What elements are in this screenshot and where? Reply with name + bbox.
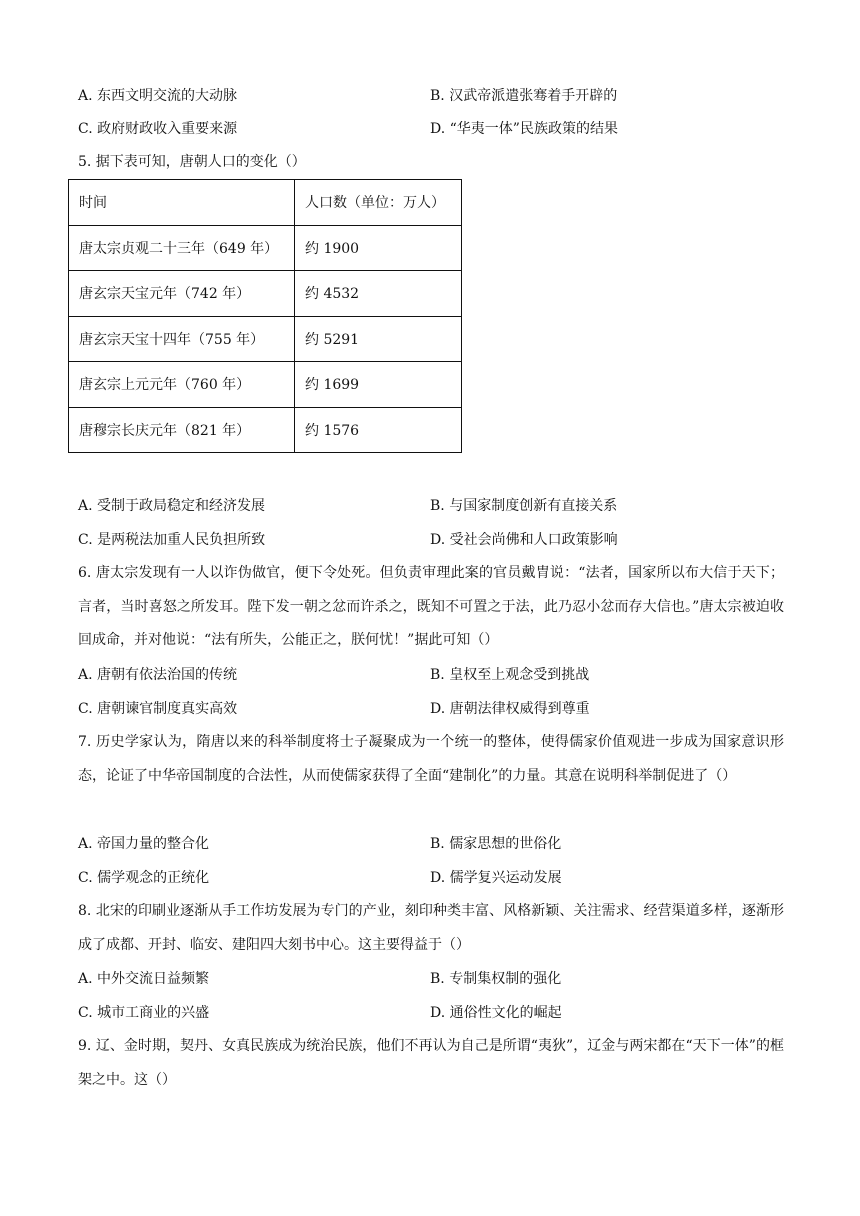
q6-option-b: B. 皇权至上观念受到挑战 xyxy=(430,667,590,683)
table-header-time: 时间 xyxy=(69,180,295,226)
table-cell-time: 唐玄宗天宝元年（742 年） xyxy=(69,271,295,317)
q4-option-d: D. “华夷一体”民族政策的结果 xyxy=(430,121,618,137)
q8-option-b: B. 专制集权制的强化 xyxy=(430,971,562,987)
table-cell-time: 唐玄宗天宝十四年（755 年） xyxy=(69,316,295,362)
table-header-row xyxy=(69,180,462,226)
table-cell-time: 唐穆宗长庆元年（821 年） xyxy=(69,407,295,453)
table-cell-time: 唐玄宗上元元年（760 年） xyxy=(69,362,295,408)
table-cell-time: 唐太宗贞观二十三年（649 年） xyxy=(69,225,295,271)
q8-option-c: C. 城市工商业的兴盛 xyxy=(78,1005,210,1021)
table-cell-population: 约 1699 xyxy=(295,362,462,408)
table-row xyxy=(69,407,462,453)
q7-option-c: C. 儒学观念的正统化 xyxy=(78,870,210,886)
q8-option-d: D. 通俗性文化的崛起 xyxy=(430,1005,562,1021)
q5-option-b: B. 与国家制度创新有直接关系 xyxy=(430,498,618,514)
table-row xyxy=(69,225,462,271)
q5-option-a: A. 受制于政局稳定和经济发展 xyxy=(78,498,266,514)
table-cell-population: 约 4532 xyxy=(295,271,462,317)
population-table xyxy=(68,179,462,453)
table-cell-population: 约 1576 xyxy=(295,407,462,453)
q6-stem: 6. 唐太宗发现有一人以诈伪做官，便下令处死。但负责审理此案的官员戴胄说：“法者，国家所以布大信于天下；言者，当时喜怒之所发耳。陛下发一朝之忿而许杀之，既知不可置之于法，此乃忍小忿而存大信也。”唐太宗被迫收回成命，并对他说：“法有所失，公能正之，朕何忧！”据此可知（） xyxy=(78,565,784,648)
q5-stem: 5. 据下表可知，唐朝人口的变化（） xyxy=(78,154,306,170)
q7-option-b: B. 儒家思想的世俗化 xyxy=(430,836,562,852)
q9-stem: 9. 辽、金时期，契丹、女真民族成为统治民族，他们不再认为自己是所谓“夷狄”，辽金与两宋都在“天下一体”的框架之中。这（） xyxy=(78,1038,784,1088)
table-row xyxy=(69,362,462,408)
table-cell-population: 约 5291 xyxy=(295,316,462,362)
q5-option-d: D. 受社会尚佛和人口政策影响 xyxy=(430,532,618,548)
q5-option-c: C. 是两税法加重人民负担所致 xyxy=(78,532,266,548)
q6-option-a: A. 唐朝有依法治国的传统 xyxy=(78,667,238,683)
q6-option-c: C. 唐朝谏官制度真实高效 xyxy=(78,701,238,717)
q4-option-a: A. 东西文明交流的大动脉 xyxy=(78,88,238,104)
q7-option-d: D. 儒学复兴运动发展 xyxy=(430,870,562,886)
q4-option-c: C. 政府财政收入重要来源 xyxy=(78,121,238,137)
q8-stem: 8. 北宋的印刷业逐渐从手工作坊发展为专门的产业，刻印种类丰富、风格新颖、关注需求、经营渠道多样，逐渐形成了成都、开封、临安、建阳四大刻书中心。这主要得益于（） xyxy=(78,903,784,953)
table-cell-population: 约 1900 xyxy=(295,225,462,271)
table-row xyxy=(69,271,462,317)
q8-option-a: A. 中外交流日益频繁 xyxy=(78,971,210,987)
q6-option-d: D. 唐朝法律权威得到尊重 xyxy=(430,701,590,717)
q7-option-a: A. 帝国力量的整合化 xyxy=(78,836,210,852)
q7-stem: 7. 历史学家认为，隋唐以来的科举制度将士子凝聚成为一个统一的整体，使得儒家价值观进一步成为国家意识形态，论证了中华帝国制度的合法性，从而使儒家获得了全面“建制化”的力量。其意在说明科举制促进了（） xyxy=(78,734,784,784)
table-row xyxy=(69,316,462,362)
table-header-population: 人口数（单位：万人） xyxy=(295,180,462,226)
q4-option-b: B. 汉武帝派遣张骞着手开辟的 xyxy=(430,88,618,104)
